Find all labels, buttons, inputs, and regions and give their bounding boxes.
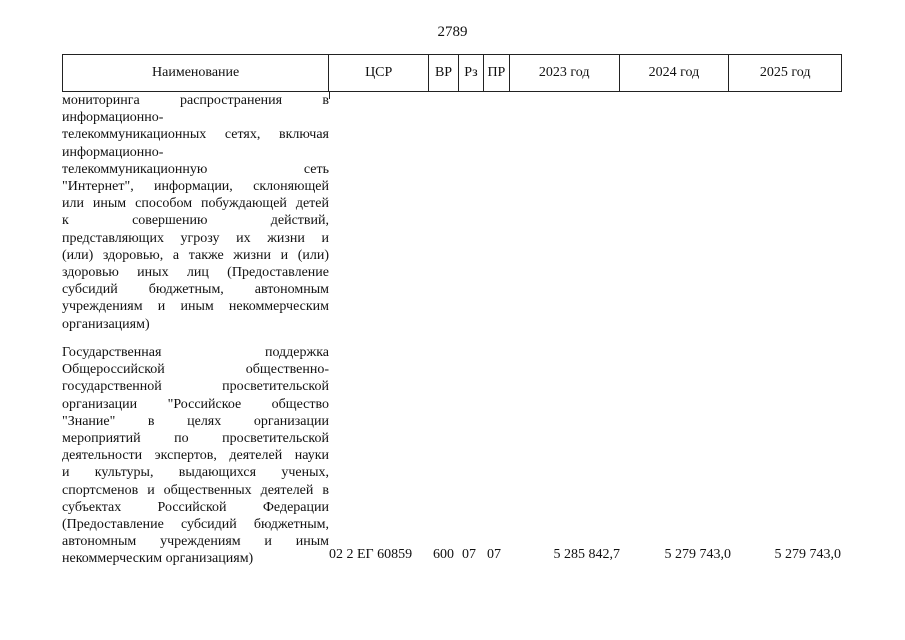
column-header-name: Наименование	[63, 55, 329, 91]
entry-2-line: субъектах Российской Федерации	[62, 499, 329, 515]
entry-1-line: "Интернет", информации, склоняющей	[62, 179, 329, 195]
column-header-2023: 2023 год	[510, 55, 620, 91]
column-header-vr: ВР	[429, 55, 459, 91]
entry-1-line: или иным способом побуждающей детей	[62, 196, 329, 212]
entry-1-line: к совершению действий,	[62, 213, 329, 229]
entry-1-line: учреждениям и иным некоммерческим	[62, 299, 329, 315]
entry-1-line: информационно-	[62, 110, 164, 126]
column-header-2025: 2025 год	[759, 65, 811, 80]
entry-1-line: субсидий бюджетным, автономным	[62, 282, 329, 298]
entry-1-line: телекоммуникационных сетях, включая	[62, 127, 329, 143]
entry-2-line: автономным учреждениям и иным	[62, 534, 329, 550]
column-header-rz: Рз	[459, 55, 484, 91]
column-header-2024: 2024 год	[620, 55, 730, 91]
column-divider	[329, 92, 330, 99]
entry-2-pr: 07	[487, 547, 501, 562]
entry-2-rz: 07	[462, 547, 476, 562]
entry-1-line: организациям)	[62, 316, 150, 332]
entry-2-line: Общероссийской общественно-	[62, 362, 329, 378]
entry-1-line: информационно-	[62, 144, 164, 160]
entry-2-line: организации "Российское общество	[62, 396, 329, 412]
entry-2-amount-2025: 5 279 743,0	[774, 547, 841, 562]
entry-1-line: телекоммуникационную сеть	[62, 161, 329, 177]
entry-2-amount-2024: 5 279 743,0	[664, 547, 731, 562]
entry-2-line: мероприятий по просветительской	[62, 431, 329, 447]
entry-2-line: (Предоставление субсидий бюджетным,	[62, 517, 329, 533]
entry-2-line: "Знание" в целях организации	[62, 413, 329, 429]
entry-1-line: (или) здоровью, а также жизни и (или)	[62, 247, 329, 263]
entry-2-line: некоммерческим организациям)	[62, 551, 254, 567]
column-header-csr: ЦСР	[329, 55, 429, 91]
entry-1-line: мониторинга распространения в	[62, 93, 329, 108]
entry-2-name	[62, 344, 329, 568]
entry-2-line: спортсменов и общественных деятелей в	[62, 482, 329, 498]
entry-2-line: и культуры, выдающихся ученых,	[62, 465, 329, 481]
entry-2-vr: 600	[433, 547, 454, 562]
table-header	[62, 54, 842, 92]
entry-2-amount-2023: 5 285 842,7	[553, 547, 620, 562]
entry-2-line: государственной просветительской	[62, 379, 329, 395]
entry-1-line: здоровью иных лиц (Предоставление	[62, 265, 329, 281]
entry-1-name	[62, 92, 329, 333]
entry-2-csr: 02 2 ЕГ 60859	[329, 547, 413, 562]
entry-1-line: представляющих угрозу их жизни и	[62, 230, 329, 246]
entry-2-line: деятельности экспертов, деятелей науки	[62, 448, 329, 464]
entry-2-line: Государственная поддержка	[62, 345, 329, 360]
column-header-pr: ПР	[484, 55, 510, 91]
page-number: 2789	[437, 24, 468, 40]
